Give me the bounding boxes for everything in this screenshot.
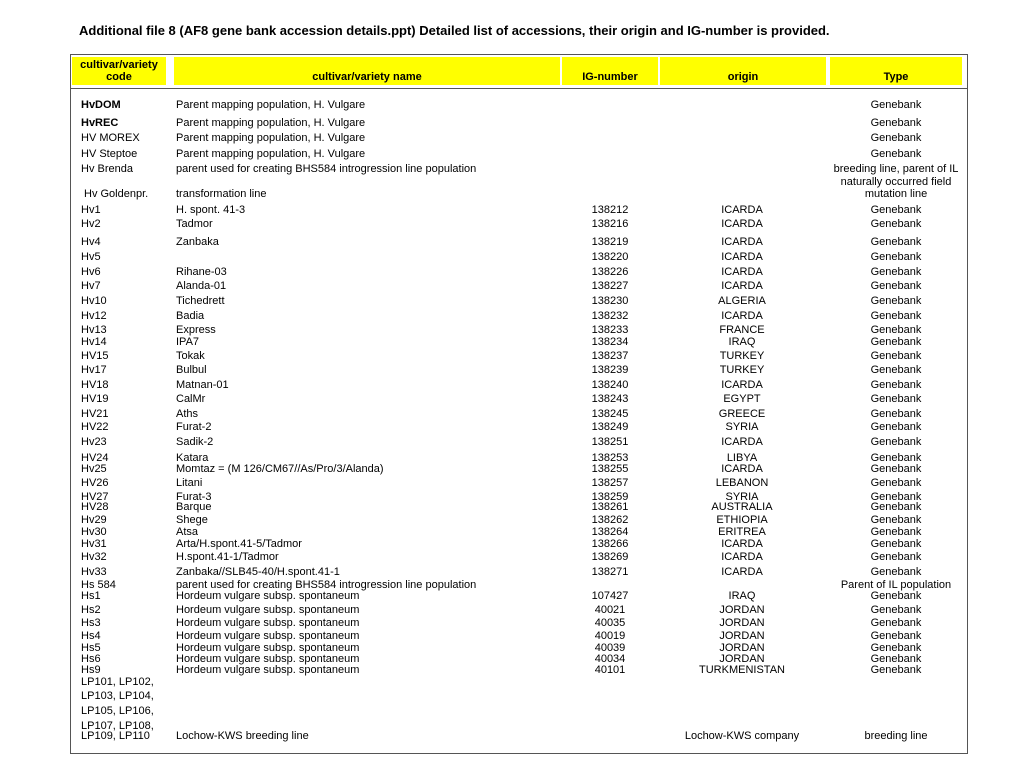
cell-type: breeding line <box>864 730 928 742</box>
cell-ig-number: 138234 <box>591 336 629 348</box>
header-type: Type <box>830 57 962 85</box>
cell-code: HV19 <box>81 393 109 405</box>
cell-ig-number: 138266 <box>591 538 629 550</box>
cell-code: Hs9 <box>81 664 101 676</box>
cell-type: Genebank <box>870 452 922 464</box>
cell-type: Genebank <box>870 514 922 526</box>
cell-type: Genebank <box>870 477 922 489</box>
cell-ig-number: 138257 <box>591 477 629 489</box>
cell-type: Genebank <box>870 664 922 676</box>
cell-code: Hv Goldenpr. <box>84 188 149 200</box>
cell-origin: IRAQ <box>728 590 756 602</box>
cell-code: Hv10 <box>81 295 107 307</box>
cell-name: Tadmor <box>176 218 213 230</box>
cell-ig-number: 138219 <box>591 236 629 248</box>
cell-code: Hv4 <box>81 236 101 248</box>
cell-code: Hv6 <box>81 266 101 278</box>
cell-code: HV27 <box>81 491 109 503</box>
cell-ig-number: 138230 <box>591 295 629 307</box>
cell-name: Parent mapping population, H. Vulgare <box>176 148 366 160</box>
cell-type: Genebank <box>870 117 922 129</box>
cell-origin: ETHIOPIA <box>716 514 768 526</box>
cell-type: Genebank <box>870 350 922 362</box>
cell-code: Hs2 <box>81 604 101 616</box>
cell-code: Hv7 <box>81 280 101 292</box>
cell-name: Hordeum vulgare subsp. spontaneum <box>176 590 360 602</box>
cell-name: Hordeum vulgare subsp. spontaneum <box>176 664 360 676</box>
cell-type: Genebank <box>870 336 922 348</box>
cell-code: HV24 <box>81 452 109 464</box>
cell-ig-number: 40019 <box>594 630 626 642</box>
cell-code: HV28 <box>81 501 109 513</box>
cell-origin: ALGERIA <box>718 295 766 307</box>
cell-type: Genebank <box>870 642 922 654</box>
cell-origin: ICARDA <box>721 310 763 322</box>
cell-name: parent used for creating BHS584 introgression line population <box>176 163 477 175</box>
cell-code: HV26 <box>81 477 109 489</box>
cell-origin: SYRIA <box>725 491 759 503</box>
cell-origin: JORDAN <box>719 630 765 642</box>
cell-name: Hordeum vulgare subsp. spontaneum <box>176 642 360 654</box>
cell-ig-number: 138253 <box>591 452 629 464</box>
cell-ig-number: 40101 <box>594 664 626 676</box>
cell-code: Hv29 <box>81 514 107 526</box>
header-origin: origin <box>660 57 826 85</box>
cell-ig-number: 138261 <box>591 501 629 513</box>
cell-origin: ICARDA <box>721 379 763 391</box>
cell-code: Hv31 <box>81 538 107 550</box>
cell-type: Genebank <box>870 436 922 448</box>
cell-ig-number: 138240 <box>591 379 629 391</box>
cell-origin: LEBANON <box>715 477 769 489</box>
cell-origin: ICARDA <box>721 463 763 475</box>
cell-type: Genebank <box>870 280 922 292</box>
cell-origin: AUSTRALIA <box>711 501 773 513</box>
cell-name: H. spont. 41-3 <box>176 204 246 216</box>
cell-name: transformation line <box>176 188 267 200</box>
cell-code: HvREC <box>81 117 119 129</box>
cell-ig-number: 138239 <box>591 364 629 376</box>
cell-type: Genebank <box>870 132 922 144</box>
cell-ig-number: 138243 <box>591 393 629 405</box>
cell-type: Genebank <box>870 408 922 420</box>
cell-code: Hs 584 <box>81 579 116 591</box>
cell-origin: ICARDA <box>721 436 763 448</box>
cell-type: Genebank <box>870 538 922 550</box>
cell-ig-number: 40039 <box>594 642 626 654</box>
cell-code: LP103, LP104, <box>81 690 154 702</box>
cell-ig-number: 40035 <box>594 617 626 629</box>
cell-ig-number: 138251 <box>591 436 629 448</box>
cell-origin: TURKEY <box>719 364 765 376</box>
cell-origin: ICARDA <box>721 566 763 578</box>
cell-code: HvDOM <box>81 99 121 111</box>
cell-type: Genebank <box>870 379 922 391</box>
cell-code: LP109, LP110 <box>81 730 150 742</box>
cell-name: Sadik-2 <box>176 436 214 448</box>
cell-code: LP107, LP108, <box>81 720 154 732</box>
cell-name: Litani <box>176 477 203 489</box>
cell-code: Hv13 <box>81 324 107 336</box>
cell-code: Hv30 <box>81 526 107 538</box>
cell-code: HV18 <box>81 379 109 391</box>
cell-code: Hs4 <box>81 630 101 642</box>
cell-code: Hv32 <box>81 551 107 563</box>
cell-origin: ICARDA <box>721 236 763 248</box>
cell-type: Genebank <box>870 630 922 642</box>
cell-type: Genebank <box>870 566 922 578</box>
cell-code: HV MOREX <box>81 132 140 144</box>
cell-ig-number: 138262 <box>591 514 629 526</box>
cell-type: Genebank <box>870 604 922 616</box>
cell-origin: TURKEY <box>719 350 765 362</box>
cell-name: Tichedrett <box>176 295 225 307</box>
cell-origin: FRANCE <box>719 324 765 336</box>
cell-name: CalMr <box>176 393 206 405</box>
cell-type: Genebank <box>870 99 922 111</box>
cell-name: Hordeum vulgare subsp. spontaneum <box>176 630 360 642</box>
cell-type: Genebank <box>870 310 922 322</box>
cell-name: Zanbaka <box>176 236 219 248</box>
cell-origin: ICARDA <box>721 218 763 230</box>
cell-type: Genebank <box>870 324 922 336</box>
cell-type: Genebank <box>870 295 922 307</box>
cell-origin: JORDAN <box>719 653 765 665</box>
cell-type: Genebank <box>870 526 922 538</box>
cell-origin: SYRIA <box>725 421 759 433</box>
cell-ig-number: 138264 <box>591 526 629 538</box>
cell-type: Genebank <box>870 463 922 475</box>
cell-name: Parent mapping population, H. Vulgare <box>176 99 366 111</box>
cell-ig-number: 138216 <box>591 218 629 230</box>
cell-type: Genebank <box>870 393 922 405</box>
cell-name: H.spont.41-1/Tadmor <box>176 551 279 563</box>
cell-name: Shege <box>176 514 208 526</box>
cell-type: Genebank <box>870 551 922 563</box>
cell-type: Genebank <box>870 364 922 376</box>
cell-name: Bulbul <box>176 364 207 376</box>
cell-code: Hv25 <box>81 463 107 475</box>
cell-name: Momtaz = (M 126/CM67//As/Pro/3/Alanda) <box>176 463 384 475</box>
cell-ig-number: 138233 <box>591 324 629 336</box>
cell-code: Hs5 <box>81 642 101 654</box>
cell-code: Hv5 <box>81 251 101 263</box>
cell-origin: ICARDA <box>721 266 763 278</box>
cell-ig-number: 107427 <box>591 590 629 602</box>
cell-ig-number: 40021 <box>594 604 626 616</box>
cell-name: Katara <box>176 452 209 464</box>
cell-name: Lochow-KWS breeding line <box>176 730 309 742</box>
cell-type: Parent of IL population <box>840 579 952 591</box>
cell-name: Zanbaka//SLB45-40/H.spont.41-1 <box>176 566 340 578</box>
cell-code: LP101, LP102, <box>81 676 154 688</box>
cell-code: Hs3 <box>81 617 101 629</box>
cell-type: Genebank <box>870 653 922 665</box>
cell-name: Barque <box>176 501 212 513</box>
cell-name: Matnan-01 <box>176 379 229 391</box>
cell-name: parent used for creating BHS584 introgression line population <box>176 579 477 591</box>
cell-ig-number: 138259 <box>591 491 629 503</box>
cell-type: Genebank <box>870 266 922 278</box>
cell-type: Genebank <box>870 421 922 433</box>
cell-origin: ICARDA <box>721 204 763 216</box>
cell-origin: JORDAN <box>719 642 765 654</box>
header-code: cultivar/variety code <box>72 57 166 85</box>
cell-origin: ERITREA <box>718 526 766 538</box>
cell-code: Hv23 <box>81 436 107 448</box>
cell-origin: EGYPT <box>723 393 761 405</box>
cell-code: HV15 <box>81 350 109 362</box>
cell-ig-number: 138245 <box>591 408 629 420</box>
cell-origin: ICARDA <box>721 280 763 292</box>
cell-ig-number: 138255 <box>591 463 629 475</box>
cell-origin: JORDAN <box>719 604 765 616</box>
cell-ig-number: 138226 <box>591 266 629 278</box>
cell-type: Genebank <box>870 617 922 629</box>
cell-name: Hordeum vulgare subsp. spontaneum <box>176 604 360 616</box>
cell-ig-number: 138237 <box>591 350 629 362</box>
cell-type: Genebank <box>870 204 922 216</box>
cell-type: Genebank <box>870 590 922 602</box>
cell-code: Hv17 <box>81 364 107 376</box>
cell-ig-number: 138249 <box>591 421 629 433</box>
header-name: cultivar/variety name <box>174 57 560 85</box>
cell-origin: TURKMENISTAN <box>699 664 785 676</box>
cell-code: LP105, LP106, <box>81 705 154 717</box>
cell-origin: LIBYA <box>726 452 758 464</box>
cell-name: Tokak <box>176 350 205 362</box>
cell-name: Alanda-01 <box>176 280 227 292</box>
cell-ig-number: 138227 <box>591 280 629 292</box>
cell-type: Genebank <box>870 501 922 513</box>
cell-origin: ICARDA <box>721 551 763 563</box>
cell-ig-number: 138232 <box>591 310 629 322</box>
cell-type: breeding line, parent of IL <box>833 163 959 175</box>
cell-type: Genebank <box>870 236 922 248</box>
cell-code: HV21 <box>81 408 109 420</box>
cell-name: Hordeum vulgare subsp. spontaneum <box>176 653 360 665</box>
header-ig-number: IG-number <box>562 57 658 85</box>
cell-code: Hv33 <box>81 566 107 578</box>
cell-ig-number: 138212 <box>591 204 629 216</box>
cell-code: HV22 <box>81 421 109 433</box>
cell-name: Hordeum vulgare subsp. spontaneum <box>176 617 360 629</box>
cell-name: Badia <box>176 310 205 322</box>
cell-name: IPA7 <box>176 336 200 348</box>
cell-origin: Lochow-KWS company <box>684 730 800 742</box>
cell-type: Genebank <box>870 148 922 160</box>
cell-code: Hv2 <box>81 218 101 230</box>
cell-ig-number: 40034 <box>594 653 626 665</box>
cell-name: Arta/H.spont.41-5/Tadmor <box>176 538 302 550</box>
cell-code: Hv1 <box>81 204 101 216</box>
cell-name: Furat-2 <box>176 421 212 433</box>
cell-code: Hs1 <box>81 590 101 602</box>
cell-type: Genebank <box>870 491 922 503</box>
cell-name: Parent mapping population, H. Vulgare <box>176 117 366 129</box>
cell-name: Express <box>176 324 216 336</box>
cell-type: Genebank <box>870 251 922 263</box>
cell-name: Atsa <box>176 526 199 538</box>
cell-name: Furat-3 <box>176 491 212 503</box>
cell-origin: ICARDA <box>721 538 763 550</box>
cell-code: Hv12 <box>81 310 107 322</box>
cell-origin: GREECE <box>718 408 766 420</box>
cell-type: Genebank <box>870 218 922 230</box>
cell-code: Hv Brenda <box>81 163 133 175</box>
cell-code: Hv14 <box>81 336 107 348</box>
cell-code: Hs6 <box>81 653 101 665</box>
cell-ig-number: 138271 <box>591 566 629 578</box>
cell-ig-number: 138269 <box>591 551 629 563</box>
cell-origin: JORDAN <box>719 617 765 629</box>
cell-type: naturally occurred field mutation line <box>840 176 952 200</box>
cell-ig-number: 138220 <box>591 251 629 263</box>
cell-name: Parent mapping population, H. Vulgare <box>176 132 366 144</box>
cell-origin: ICARDA <box>721 251 763 263</box>
cell-name: Rihane-03 <box>176 266 227 278</box>
cell-origin: IRAQ <box>728 336 756 348</box>
page-title: Additional file 8 (AF8 gene bank accession details.ppt) Detailed list of accessions, their origin and IG-number is provided. <box>79 23 830 38</box>
cell-code: HV Steptoe <box>81 148 138 160</box>
cell-name: Aths <box>176 408 199 420</box>
header-divider <box>70 88 968 89</box>
